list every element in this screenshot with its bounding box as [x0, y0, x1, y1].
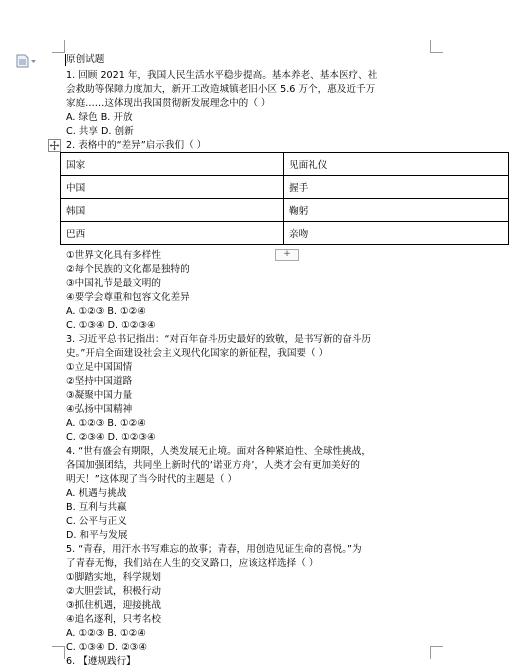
- table-cell[interactable]: 鞠躬: [284, 199, 509, 222]
- table-header-cell[interactable]: 国家: [61, 153, 284, 176]
- add-row-button[interactable]: +: [275, 249, 299, 261]
- q4-line-1: 4. “世有盛会有期限，人类发展无止境。面对各种紧迫性、全球性挑战，: [66, 446, 371, 457]
- q5-item-4: ④追名逐利，只考名校: [66, 614, 161, 625]
- q1-line-1: 1. 回顾 2021 年，我国人民生活水平稳步提高。基本养老、基本医疗、社: [66, 70, 378, 81]
- q5-item-1: ①脚踏实地，科学规划: [66, 572, 161, 583]
- q4-option-a: A. 机遇与挑战: [66, 488, 127, 499]
- q2-options-ab: A. ①②③ B. ①②④: [66, 306, 146, 317]
- q3-line-1: 3. 习近平总书记指出：“对百年奋斗历史最好的致敬，是书写新的奋斗历: [66, 334, 371, 345]
- q2-item-3: ③中国礼节是最文明的: [66, 278, 161, 289]
- q5-options-ab: A. ①②③ B. ①②④: [66, 628, 146, 639]
- q3-item-1: ①立足中国国情: [66, 362, 133, 373]
- q3-item-3: ③凝聚中国力量: [66, 390, 133, 401]
- q3-options-cd: C. ②③④ D. ①②③④: [66, 432, 156, 443]
- q4-line-3: 明天！”这体现了当今时代的主题是（ ）: [66, 474, 238, 485]
- q3-options-ab: A. ①②③ B. ①②④: [66, 418, 146, 429]
- q3-item-2: ②坚持中国道路: [66, 376, 133, 387]
- q1-options-cd: C. 共享 D. 创新: [66, 126, 134, 137]
- table-cell[interactable]: 韩国: [61, 199, 284, 222]
- table-cell[interactable]: 中国: [61, 176, 284, 199]
- q5-line-2: 了青春无悔，我们站在人生的交叉路口，应该这样选择（ ）: [66, 558, 319, 569]
- table-cell[interactable]: 亲吻: [284, 222, 509, 245]
- q2-item-4: ④要学会尊重和包容文化差异: [66, 292, 190, 303]
- table-cell[interactable]: 巴西: [61, 222, 284, 245]
- table-row: [61, 222, 509, 245]
- paragraph-options-icon[interactable]: [16, 54, 38, 68]
- q4-option-b: B. 互利与共赢: [66, 502, 127, 513]
- margin-corner-bottom-left: [52, 646, 65, 659]
- q2-item-1: ①世界文化具有多样性: [66, 250, 161, 261]
- q1-options-ab: A. 绿色 B. 开放: [66, 112, 133, 123]
- q4-option-c: C. 公平与正义: [66, 516, 127, 527]
- table-cell[interactable]: 握手: [284, 176, 509, 199]
- q1-line-2: 会救助等保障力度加大，新开工改造城镇老旧小区 5.6 万个，惠及近千万: [66, 84, 376, 95]
- table-row: [61, 153, 509, 176]
- margin-corner-bottom-right: [430, 646, 443, 659]
- margin-corner-top-left: [52, 40, 65, 53]
- doc-title: 原创试题: [66, 54, 105, 65]
- table-move-handle[interactable]: [48, 139, 61, 152]
- q5-line-1: 5. “青春，用汗水书写难忘的故事；青春，用创造见证生命的喜悦。”为: [66, 544, 362, 555]
- q2-item-2: ②每个民族的文化都是独特的: [66, 264, 190, 275]
- q4-option-d: D. 和平与发展: [66, 530, 128, 541]
- q3-item-4: ④弘扬中国精神: [66, 404, 133, 415]
- table-header-cell[interactable]: 见面礼仪: [284, 153, 509, 176]
- q6-heading: 6. 【遵规践行】: [66, 656, 136, 667]
- table-row: [61, 176, 509, 199]
- q2-options-cd: C. ①③④ D. ①②③④: [66, 320, 156, 331]
- margin-corner-top-right: [430, 40, 443, 53]
- table-row: [61, 199, 509, 222]
- q5-item-2: ②大胆尝试，积极行动: [66, 586, 161, 597]
- etiquette-table: [60, 152, 509, 245]
- q5-options-cd: C. ①③④ D. ②③④: [66, 642, 147, 653]
- q4-line-2: 各国加强团结，共同坐上新时代的‘诺亚方舟’，人类才会有更加美好的: [66, 460, 360, 471]
- q3-line-2: 史。”开启全面建设社会主义现代化国家的新征程，我国要（ ）: [66, 348, 329, 359]
- q2-stem: 2. 表格中的“差异”启示我们（ ）: [66, 140, 207, 151]
- q1-line-3: 家庭……这体现出我国贯彻新发展理念中的（ ）: [66, 98, 271, 109]
- q5-item-3: ③抓住机遇，迎接挑战: [66, 600, 161, 611]
